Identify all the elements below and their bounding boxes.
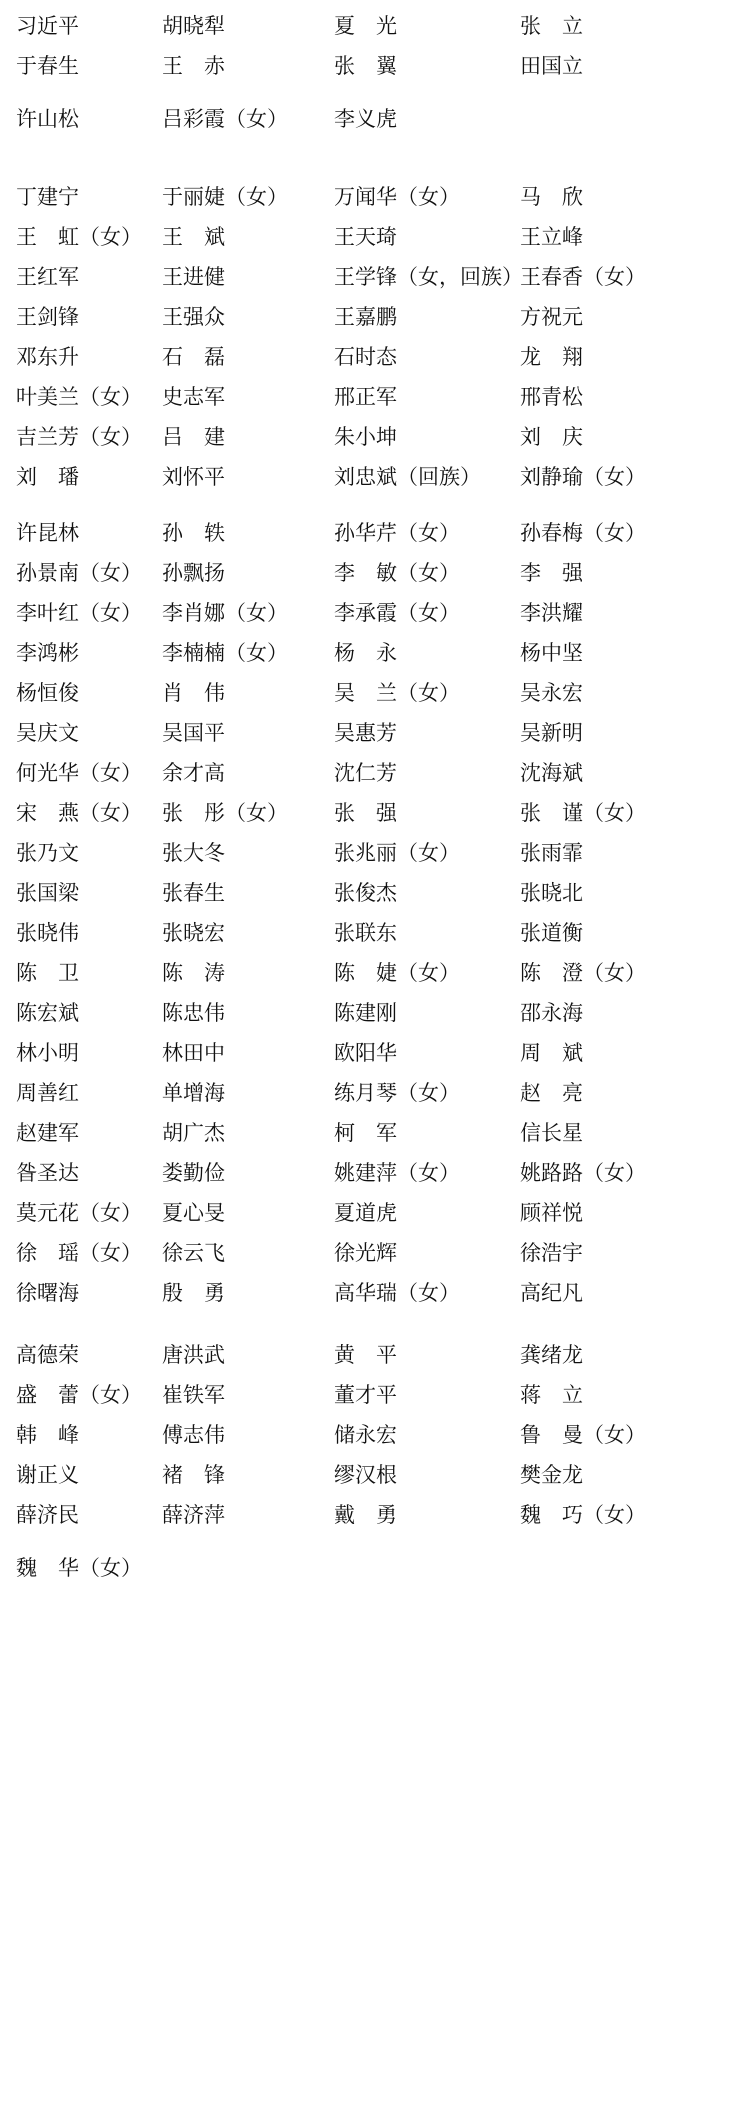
name-cell: 邵永海 (520, 1001, 583, 1025)
name-cell: 徐云飞 (162, 1241, 225, 1265)
name-group (14, 513, 736, 1313)
name-row (14, 297, 736, 337)
name-cell: 孙华芹（女） (334, 521, 460, 545)
name-cell: 胡广杰 (162, 1121, 225, 1145)
name-cell: 刘静瑜（女） (520, 465, 646, 489)
name-row (14, 593, 736, 633)
name-cell: 李 敏（女） (334, 561, 460, 585)
name-row (14, 513, 736, 553)
name-row (14, 553, 736, 593)
name-cell: 孙春梅（女） (520, 521, 646, 545)
name-group (14, 1335, 736, 1588)
name-row (14, 417, 736, 457)
name-cell: 王嘉鹏 (334, 305, 397, 329)
name-cell: 李鸿彬 (16, 641, 79, 665)
name-row (14, 793, 736, 833)
name-cell: 刘 璠 (16, 465, 79, 489)
name-cell: 薛济萍 (162, 1503, 225, 1527)
name-cell: 李楠楠（女） (162, 641, 288, 665)
name-cell: 欧阳华 (334, 1041, 397, 1065)
name-cell: 储永宏 (334, 1423, 397, 1447)
name-cell: 肖 伟 (162, 681, 225, 705)
name-cell: 吉兰芳（女） (16, 425, 142, 449)
name-cell: 吴国平 (162, 721, 225, 745)
name-row (14, 1415, 736, 1455)
name-cell: 张 翼 (334, 54, 397, 78)
name-cell: 龙 翔 (520, 345, 583, 369)
name-cell: 魏 巧（女） (520, 1503, 646, 1527)
name-cell: 李肖娜（女） (162, 601, 288, 625)
name-cell: 盛 蕾（女） (16, 1383, 142, 1407)
name-cell: 夏道虎 (334, 1201, 397, 1225)
name-cell: 高德荣 (16, 1343, 79, 1367)
name-row (14, 337, 736, 377)
name-cell: 昝圣达 (16, 1161, 79, 1185)
name-cell: 张乃文 (16, 841, 79, 865)
name-cell: 吴永宏 (520, 681, 583, 705)
name-cell: 吕 建 (162, 425, 225, 449)
name-row (14, 1375, 736, 1415)
name-cell: 殷 勇 (162, 1281, 225, 1305)
name-cell: 王学锋（女，回族） (334, 265, 523, 289)
name-cell: 田国立 (520, 54, 583, 78)
name-cell: 陈建刚 (334, 1001, 397, 1025)
name-cell: 张兆丽（女） (334, 841, 460, 865)
name-cell: 王 赤 (162, 54, 225, 78)
name-cell: 龚绪龙 (520, 1343, 583, 1367)
name-cell: 林田中 (162, 1041, 225, 1065)
name-cell (520, 86, 700, 126)
name-cell: 赵建军 (16, 1121, 79, 1145)
name-row (14, 1335, 736, 1375)
name-cell: 邓东升 (16, 345, 79, 369)
name-row (14, 953, 736, 993)
name-row (14, 753, 736, 793)
group-spacer (14, 497, 736, 513)
name-row (14, 1153, 736, 1193)
group-spacer (14, 1313, 736, 1335)
name-cell: 李义虎 (334, 107, 397, 131)
name-cell: 沈仁芳 (334, 761, 397, 785)
name-cell: 宋 燕（女） (16, 801, 142, 825)
name-group (14, 177, 736, 497)
name-cell: 褚 锋 (162, 1463, 225, 1487)
name-cell: 于丽婕（女） (162, 185, 288, 209)
name-cell: 李叶红（女） (16, 601, 142, 625)
name-cell: 徐 瑶（女） (16, 1241, 142, 1265)
name-cell: 马 欣 (520, 185, 583, 209)
name-cell: 陈 婕（女） (334, 961, 460, 985)
name-row (14, 1033, 736, 1073)
name-cell: 朱小坤 (334, 425, 397, 449)
name-cell: 周 斌 (520, 1041, 583, 1065)
name-cell: 吕彩霞（女） (162, 107, 288, 131)
name-cell: 单增海 (162, 1081, 225, 1105)
name-cell: 胡晓犁 (162, 14, 225, 38)
name-cell: 傅志伟 (162, 1423, 225, 1447)
name-row (14, 673, 736, 713)
name-cell: 何光华（女） (16, 761, 142, 785)
name-cell: 陈忠伟 (162, 1001, 225, 1025)
name-cell: 方祝元 (520, 305, 583, 329)
name-row (14, 913, 736, 953)
name-cell: 张 立 (520, 14, 583, 38)
name-cell: 陈宏斌 (16, 1001, 79, 1025)
name-cell: 夏 光 (334, 14, 397, 38)
name-cell: 张春生 (162, 881, 225, 905)
name-cell: 王春香（女） (520, 265, 646, 289)
name-cell: 张国梁 (16, 881, 79, 905)
name-cell: 孙景南（女） (16, 561, 142, 585)
name-cell: 王 斌 (162, 225, 225, 249)
name-cell: 缪汉根 (334, 1463, 397, 1487)
name-cell: 刘忠斌（回族） (334, 465, 481, 489)
name-cell: 张俊杰 (334, 881, 397, 905)
name-cell: 谢正义 (16, 1463, 79, 1487)
name-cell: 李承霞（女） (334, 601, 460, 625)
name-cell: 李洪耀 (520, 601, 583, 625)
name-cell: 沈海斌 (520, 761, 583, 785)
name-cell: 吴惠芳 (334, 721, 397, 745)
name-cell: 张联东 (334, 921, 397, 945)
name-cell: 徐光辉 (334, 1241, 397, 1265)
name-cell: 王剑锋 (16, 305, 79, 329)
name-cell: 张晓伟 (16, 921, 79, 945)
name-cell: 周善红 (16, 1081, 79, 1105)
name-cell: 吴庆文 (16, 721, 79, 745)
name-cell: 丁建宁 (16, 185, 79, 209)
name-cell: 张雨霏 (520, 841, 583, 865)
name-row (14, 873, 736, 913)
name-cell: 吴新明 (520, 721, 583, 745)
name-cell: 杨 永 (334, 641, 397, 665)
name-cell: 陈 卫 (16, 961, 79, 985)
name-cell: 王 虹（女） (16, 225, 142, 249)
name-cell: 杨恒俊 (16, 681, 79, 705)
name-cell: 刘怀平 (162, 465, 225, 489)
name-cell: 林小明 (16, 1041, 79, 1065)
name-cell: 顾祥悦 (520, 1201, 583, 1225)
name-cell: 莫元花（女） (16, 1201, 142, 1225)
name-cell: 徐曙海 (16, 1281, 79, 1305)
name-cell: 杨中坚 (520, 641, 583, 665)
name-cell: 邢青松 (520, 385, 583, 409)
name-row (14, 86, 736, 139)
name-row (14, 6, 736, 46)
name-list-root (14, 6, 736, 1588)
group-spacer (14, 139, 736, 177)
name-row (14, 1535, 736, 1588)
name-cell: 夏心旻 (162, 1201, 225, 1225)
name-cell: 史志军 (162, 385, 225, 409)
name-cell: 陈 澄（女） (520, 961, 646, 985)
name-cell: 蒋 立 (520, 1383, 583, 1407)
name-cell: 石时态 (334, 345, 397, 369)
name-cell: 余才高 (162, 761, 225, 785)
name-cell (162, 1535, 334, 1575)
name-row (14, 377, 736, 417)
name-cell: 高华瑞（女） (334, 1281, 460, 1305)
name-row (14, 1455, 736, 1495)
name-cell: 姚路路（女） (520, 1161, 646, 1185)
name-cell: 高纪凡 (520, 1281, 583, 1305)
name-cell: 戴 勇 (334, 1503, 397, 1527)
name-cell: 娄勤俭 (162, 1161, 225, 1185)
name-cell: 黄 平 (334, 1343, 397, 1367)
name-row (14, 46, 736, 86)
name-cell: 张 彤（女） (162, 801, 288, 825)
name-row (14, 993, 736, 1033)
name-cell: 张道衡 (520, 921, 583, 945)
name-cell: 韩 峰 (16, 1423, 79, 1447)
name-cell: 樊金龙 (520, 1463, 583, 1487)
name-row (14, 713, 736, 753)
name-row (14, 1273, 736, 1313)
name-cell: 叶美兰（女） (16, 385, 142, 409)
name-cell: 练月琴（女） (334, 1081, 460, 1105)
name-cell: 唐洪武 (162, 1343, 225, 1367)
name-cell: 王天琦 (334, 225, 397, 249)
name-cell: 孙飘扬 (162, 561, 225, 585)
name-cell: 于春生 (16, 54, 79, 78)
name-cell: 王进健 (162, 265, 225, 289)
name-cell: 崔铁军 (162, 1383, 225, 1407)
name-cell: 鲁 曼（女） (520, 1423, 646, 1447)
name-row (14, 257, 736, 297)
name-row (14, 1113, 736, 1153)
name-group (14, 6, 736, 139)
name-cell: 邢正军 (334, 385, 397, 409)
name-row (14, 217, 736, 257)
name-cell: 王红军 (16, 265, 79, 289)
name-cell: 孙 轶 (162, 521, 225, 545)
name-cell: 王强众 (162, 305, 225, 329)
name-row (14, 1073, 736, 1113)
name-cell: 张晓宏 (162, 921, 225, 945)
name-cell: 赵 亮 (520, 1081, 583, 1105)
name-cell: 徐浩宇 (520, 1241, 583, 1265)
name-row (14, 1495, 736, 1535)
name-cell: 刘 庆 (520, 425, 583, 449)
name-cell: 薛济民 (16, 1503, 79, 1527)
name-cell: 习近平 (16, 14, 79, 38)
name-cell: 陈 涛 (162, 961, 225, 985)
name-cell: 姚建萍（女） (334, 1161, 460, 1185)
name-cell: 万闻华（女） (334, 185, 460, 209)
name-row (14, 1193, 736, 1233)
name-row (14, 833, 736, 873)
name-cell: 张大冬 (162, 841, 225, 865)
name-cell: 张晓北 (520, 881, 583, 905)
name-cell (334, 1535, 520, 1575)
name-cell: 许昆林 (16, 521, 79, 545)
name-cell (520, 1535, 700, 1575)
name-cell: 许山松 (16, 107, 79, 131)
name-cell: 董才平 (334, 1383, 397, 1407)
name-cell: 李 强 (520, 561, 583, 585)
name-cell: 张 强 (334, 801, 397, 825)
name-row (14, 457, 736, 497)
name-row (14, 633, 736, 673)
name-cell: 信长星 (520, 1121, 583, 1145)
name-cell: 王立峰 (520, 225, 583, 249)
name-cell: 柯 军 (334, 1121, 397, 1145)
name-cell: 张 谨（女） (520, 801, 646, 825)
name-row (14, 177, 736, 217)
name-row (14, 1233, 736, 1273)
name-cell: 石 磊 (162, 345, 225, 369)
name-cell: 吴 兰（女） (334, 681, 460, 705)
name-cell: 魏 华（女） (16, 1556, 142, 1580)
